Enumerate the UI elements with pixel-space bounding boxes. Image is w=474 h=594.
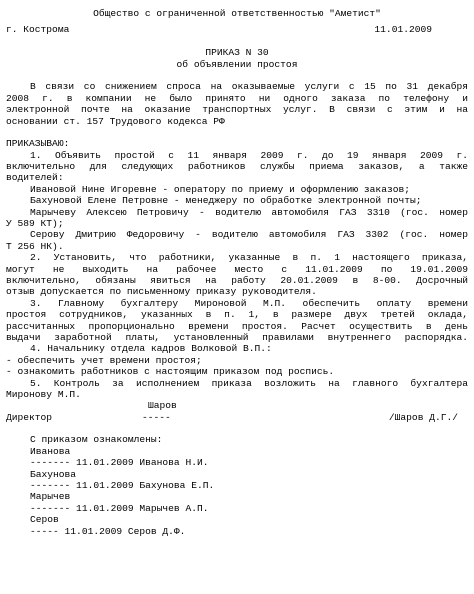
worker-line: Бахуновой Елене Петровне - менеджеру по обработке электронной почты; xyxy=(30,195,422,207)
acquaint-line: ------- 11.01.2009 Иванова Н.И. xyxy=(30,457,209,469)
item-5-line: 5. Контроль за исполнением приказа возложить на главного бухгалтера xyxy=(30,377,468,389)
signature-row xyxy=(6,412,468,423)
preamble-line: 2008 г. в компании не было принято ни одного заказа по телефону и xyxy=(6,92,468,104)
header-place-date xyxy=(6,24,468,35)
preamble-line: В связи со снижением спроса на оказываемые услуги с 15 по 31 декабря xyxy=(30,81,468,93)
signature-name-above xyxy=(6,400,468,411)
city: г. Кострома xyxy=(6,24,70,36)
item-1-line: 1. Объявить простой с 11 января 2009 г. до 19 января 2009 г. xyxy=(30,149,468,161)
item-1-line: включительно для следующих работников службы приема заказов, а также xyxy=(6,161,468,173)
item-2-line: включительно, обязаны явиться на работу 20.01.2009 в 8-00. Досрочный xyxy=(6,274,468,286)
signature-dashes: ----- xyxy=(142,411,171,423)
item-2-line: отзыв допускается по письменному приказу руководителя. xyxy=(6,286,317,298)
acquaint-surname: Марычев xyxy=(30,491,71,503)
item-3-line: выдачи заработной платы, установленный правилами внутреннего распорядка. xyxy=(6,331,468,343)
order-title: ПРИКАЗ N 30 xyxy=(205,47,269,59)
worker-line: Серову Дмитрию Федоровичу - водителю автомобиля ГАЗ 3302 (гос. номер xyxy=(30,229,468,241)
worker-line: Ивановой Нине Игоревне - оператору по приему и оформлению заказов; xyxy=(30,183,410,195)
worker-line: У 589 КТ); xyxy=(6,218,64,230)
item-3-line: рассчитанных пропорционально времени простоя. Расчет осуществить в день xyxy=(6,320,468,332)
signature-surname: Шаров xyxy=(148,400,177,412)
order-date: 11.01.2009 xyxy=(374,24,432,36)
order-word: ПРИКАЗЫВАЮ: xyxy=(6,138,70,150)
item-3-line: 3. Главному бухгалтеру Мироновой М.П. обеспечить оплату времени xyxy=(30,297,468,309)
preamble-line: основании ст. 157 Трудового кодекса РФ xyxy=(6,115,225,127)
acquaint-heading: С приказом ознакомлены: xyxy=(30,434,163,446)
item-1-line: водителей: xyxy=(6,172,64,184)
order-subtitle: об объявлении простоя xyxy=(176,58,298,70)
organization-name: Общество с ограниченной ответственностью "Аметист" xyxy=(93,8,381,19)
item-4-line: 4. Начальнику отдела кадров Волковой В.П.: xyxy=(30,343,272,355)
item-2-line: могут не выходить на рабочее место с 11.01.2009 по 19.01.2009 xyxy=(6,263,468,275)
item-4-line: - ознакомить работников с настоящим приказом под роспись. xyxy=(6,366,335,378)
acquaint-line: ------- 11.01.2009 Марычев А.П. xyxy=(30,502,209,514)
acquaint-line: ----- 11.01.2009 Серов Д.Ф. xyxy=(30,525,186,537)
item-5-line: Миронову М.П. xyxy=(6,388,81,400)
worker-line: Т 256 НК). xyxy=(6,240,64,252)
item-4-line: - обеспечить учет времени простоя; xyxy=(6,354,202,366)
signature-position: Директор xyxy=(6,411,53,423)
signature-decoding: /Шаров Д.Г./ xyxy=(388,411,458,423)
acquaint-surname: Иванова xyxy=(30,445,71,457)
acquaint-line: ------- 11.01.2009 Бахунова Е.П. xyxy=(30,480,215,492)
item-3-line: простоя сотрудников, указанных в п. 1, в размере двух третей оклада, xyxy=(6,309,468,321)
worker-line: Марычеву Алексею Петровичу - водителю автомобиля ГАЗ 3310 (гос. номер xyxy=(30,206,468,218)
acquaint-surname: Серов xyxy=(30,514,59,526)
acquaint-surname: Бахунова xyxy=(30,468,77,480)
preamble-line: электронной почте на оказание транспортных услуг. В связи с этим и на xyxy=(6,104,468,116)
item-2-line: 2. Установить, что работники, указанные в п. 1 настоящего приказа, xyxy=(30,252,468,264)
